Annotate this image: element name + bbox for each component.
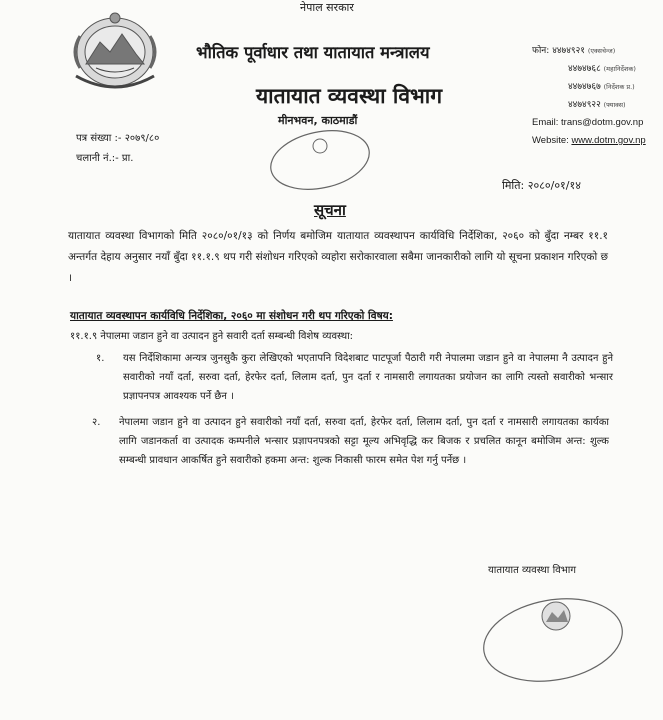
notice-paragraph: यातायात व्यवस्था विभागको मिति २०८०/०१/१३ को निर्णय बमोजिम यातायात व्यवस्थापन कार्यविधि निर्देशिका, २०६० को बुँदा नम्बर ११.१ अन्तर्गत देहाय अनुसार नयाँ बुँदा ११.१.९ थप गरी संशोधन गरिएको व्यहोरा सरोकारवाला सबैमा जानकारीको लागि यो सूचना प्रकाशन गरिएको छ ।	[68, 230, 608, 284]
phone-number: ४४७४९२१	[552, 46, 585, 56]
item-text: नेपालमा जडान हुने वा उत्पादन हुने सवारीको नयाँ दर्ता, सरुवा दर्ता, हेरफेर दर्ता, लिलाम दर्ता, पुन दर्ता र नामसारी लगायतका कार्यका लागि जडानकर्ता वा उत्पादक कम्पनीले भन्सार प्रज्ञापनपत्रको सट्टा मूल्य अभिवृद्धि कर बिजक र प्रचलित कानून बमोजिम अन्त: शुल्क सम्बन्धी प्रावधान आकर्षित हुने सवारीको हकमा अन्त: शुल्क निकासी फारम समेत पेश गर्नु पर्नेछ ।	[119, 417, 609, 466]
phone-row	[532, 60, 660, 78]
phone-number: ४४७४७६८	[568, 64, 601, 74]
contact-block	[532, 42, 660, 150]
notice-title: सूचना	[314, 201, 346, 219]
phone-number: ४४७४७६७	[568, 82, 601, 92]
department-seal	[478, 590, 628, 690]
notice-date: मिति: २०८०/०१/१४	[502, 179, 581, 192]
office-address: मीनभवन, काठमाडौं	[278, 114, 358, 127]
phone-note: (एक्सचेन्ज)	[587, 47, 616, 55]
office-stamp	[266, 128, 374, 192]
ministry-name: भौतिक पूर्वाधार तथा यातायात मन्त्रालय	[196, 43, 430, 62]
reference-block	[76, 129, 159, 169]
signatory-department: यातायात व्यवस्था विभाग	[488, 565, 576, 576]
dispatch-number: चलानी नं.:- प्रा.	[76, 153, 134, 164]
phone-row	[532, 42, 660, 60]
letter-number: पत्र संख्या :- २०७९/८०	[76, 133, 160, 144]
phone-label: फोन:	[532, 46, 550, 56]
website-link[interactable]: www.dotm.gov.np	[571, 135, 646, 146]
email-address: Email: trans@dotm.gov.np	[532, 117, 644, 128]
government-name: नेपाल सरकार	[300, 1, 354, 14]
phone-note: (निर्देशक प्र.)	[603, 83, 635, 91]
notice-subject: यातायात व्यवस्थापन कार्यविधि निर्देशिका, २०६० मा संशोधन गरी थप गरिएको विषय:	[70, 310, 393, 322]
item-text: यस निर्देशिकामा अन्यत्र जुनसुकै कुरा लेखिएको भएतापनि विदेशबाट पाटपूर्जा पैठारी गरी नेपालमा जडान हुने वा नेपालमा नै उत्पादन हुने सवारीको नयाँ दर्ता, सरुवा दर्ता, हेरफेर दर्ता, लिलाम दर्ता, पुन दर्ता र नामसारी लगायतका प्रयोजन का लागि त्यस्तो सवारीको भन्सार प्रज्ञापनपत्र आवश्यक पर्ने छैन ।	[123, 353, 613, 402]
item-number: १.	[96, 353, 105, 364]
list-item	[92, 413, 612, 513]
nepal-government-emblem	[66, 6, 164, 96]
provision-intro: ११.१.९ नेपालमा जडान हुने वा उत्पादन हुने सवारी दर्ता सम्बन्धी विशेष व्यवस्था:	[70, 331, 354, 342]
phone-row	[532, 96, 660, 114]
phone-number: ४४७४९२२	[568, 100, 601, 110]
phone-note: (महानिर्देशक)	[603, 65, 636, 73]
phone-row	[532, 78, 660, 96]
department-name: यातायात व्यवस्था विभाग	[256, 84, 443, 108]
website-label: Website:	[532, 135, 572, 146]
website-row	[532, 132, 660, 150]
item-number: २.	[92, 417, 101, 428]
phone-note: (फ्याक्स)	[603, 101, 626, 109]
